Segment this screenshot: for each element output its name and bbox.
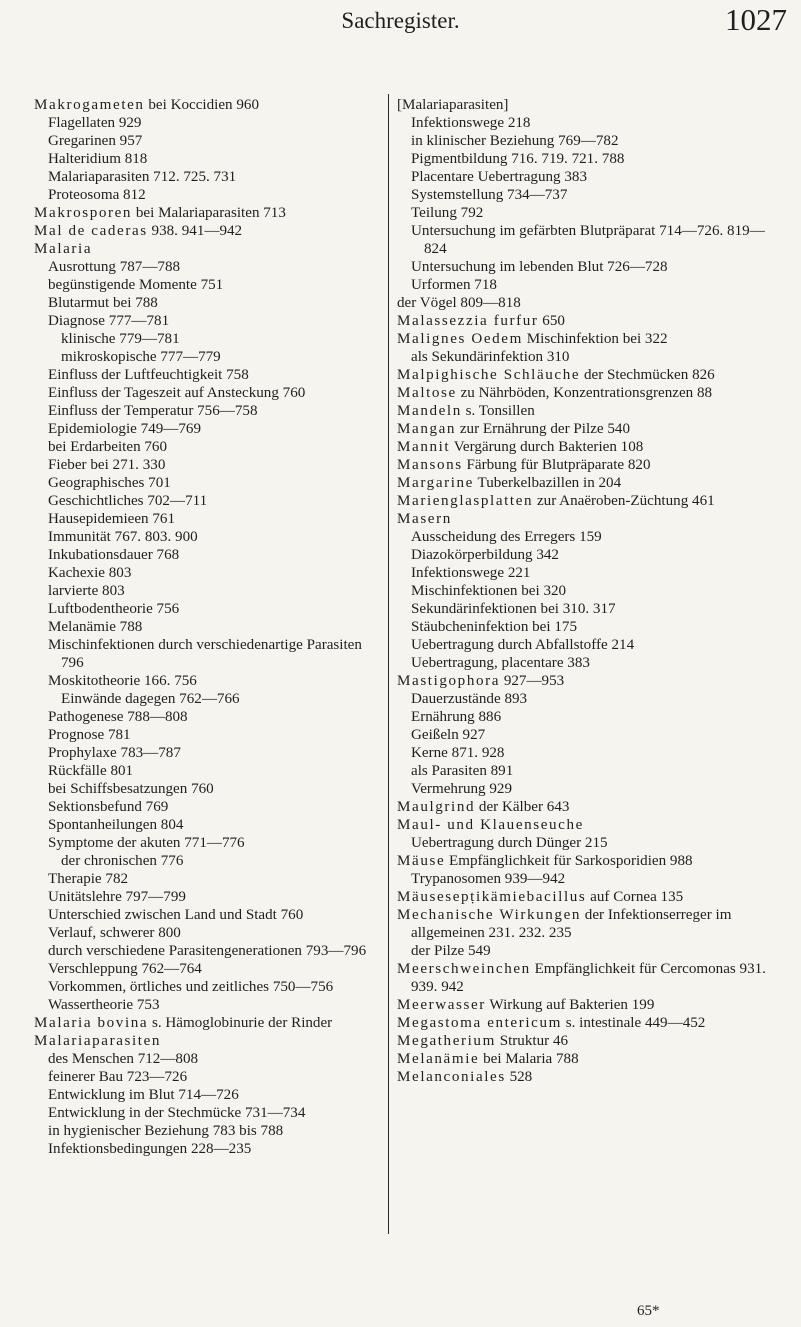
index-subentry: [34, 528, 382, 546]
entry-text: Kerne 871. 928: [411, 745, 505, 761]
entry-headword: Maul- und Klauenseuche: [397, 817, 584, 833]
index-entry: [397, 96, 782, 114]
entry-text: Geschichtliches 702—711: [48, 493, 208, 509]
index-entry: [397, 1068, 782, 1086]
entry-text: Pathogenese 788—808: [48, 709, 188, 725]
index-entry: [34, 1032, 382, 1050]
entry-text: des Menschen 712—808: [48, 1051, 199, 1067]
index-subentry: [34, 402, 382, 420]
entry-text: Wassertheorie 753: [48, 997, 160, 1013]
index-subentry: [34, 1068, 382, 1086]
column-divider: [388, 94, 389, 1234]
entry-headword: Mangan: [397, 421, 457, 437]
index-subentry: [34, 564, 382, 582]
index-subentry: [397, 582, 782, 600]
entry-text: der Stechmücken 826: [580, 367, 715, 383]
entry-text: Halteridium 818: [48, 151, 148, 167]
entry-text: bei Malariaparasiten 713: [132, 205, 286, 221]
index-entry: [34, 240, 382, 258]
entry-text: klinische 779—781: [61, 331, 180, 347]
entry-text: Malariaparasiten 712. 725. 731: [48, 169, 237, 185]
entry-headword: Mal de caderas: [34, 223, 148, 239]
entry-text: Uebertragung durch Abfallstoffe 214: [411, 637, 635, 653]
entry-headword: Mannit: [397, 439, 451, 455]
entry-text: Pigmentbildung 716. 719. 721. 788: [411, 151, 625, 167]
entry-text: Untersuchung im gefärbten Blutpräparat 714—726. 819—824: [411, 223, 765, 257]
entry-headword: Mandeln: [397, 403, 462, 419]
entry-text: Diagnose 777—781: [48, 313, 170, 329]
entry-text: Hausepidemieen 761: [48, 511, 175, 527]
index-subentry: [34, 294, 382, 312]
entry-text: der Vögel 809—818: [397, 295, 521, 311]
entry-text: Sekundärinfektionen bei 310. 317: [411, 601, 616, 617]
index-entry: [397, 294, 782, 312]
index-subentry: [34, 906, 382, 924]
index-subentry: [34, 186, 382, 204]
index-entry: [397, 1032, 782, 1050]
index-entry: [397, 798, 782, 816]
entry-headword: Meerschweinchen: [397, 961, 531, 977]
index-subentry: [34, 438, 382, 456]
index-subentry: [397, 204, 782, 222]
entry-headword: Mäuse: [397, 853, 446, 869]
entry-headword: Melanämie: [397, 1051, 480, 1067]
entry-text: Symptome der akuten 771—776: [48, 835, 245, 851]
entry-text: in hygienischer Beziehung 783 bis 788: [48, 1123, 284, 1139]
entry-text: Therapie 782: [48, 871, 129, 887]
entry-text: larvierte 803: [48, 583, 125, 599]
index-subentry: [34, 600, 382, 618]
entry-text: Placentare Uebertragung 383: [411, 169, 588, 185]
entry-text: Rückfälle 801: [48, 763, 134, 779]
entry-text: Ausscheidung des Erregers 159: [411, 529, 602, 545]
entry-headword: Maltose: [397, 385, 457, 401]
index-subentry: [34, 456, 382, 474]
index-subentry: [34, 636, 382, 672]
entry-headword: Mansons: [397, 457, 463, 473]
entry-text: Unitätslehre 797—799: [48, 889, 186, 905]
index-subentry: [397, 870, 782, 888]
index-subentry: [34, 366, 382, 384]
entry-headword: Malignes Oedem: [397, 331, 523, 347]
index-entry: [397, 492, 782, 510]
entry-text: Teilung 792: [411, 205, 484, 221]
entry-text: s. intestinale 449—452: [561, 1015, 706, 1031]
entry-text: Luftbodentheorie 756: [48, 601, 180, 617]
entry-text: Inkubationsdauer 768: [48, 547, 180, 563]
entry-headword: Malassezzia furfur: [397, 313, 539, 329]
entry-text: bei Malaria 788: [479, 1051, 579, 1067]
index-subentry: [397, 762, 782, 780]
entry-text: Prognose 781: [48, 727, 131, 743]
entry-headword: Mechanische Wirkungen: [397, 907, 582, 923]
index-subentry: [397, 150, 782, 168]
entry-text: Untersuchung im lebenden Blut 726—728: [411, 259, 668, 275]
index-subentry: [397, 744, 782, 762]
entry-text: Mischinfektionen durch verschiedenartige Parasiten 796: [48, 637, 362, 671]
index-entry: [397, 438, 782, 456]
entry-text: Urformen 718: [411, 277, 497, 293]
index-entry: [397, 816, 782, 834]
index-entry: [397, 366, 782, 384]
index-subentry: [397, 258, 782, 276]
entry-text: Vermehrung 929: [411, 781, 513, 797]
entry-text: bei Erdarbeiten 760: [48, 439, 168, 455]
entry-text: s. Tonsillen: [461, 403, 535, 419]
index-entry: [397, 420, 782, 438]
index-subentry: [397, 114, 782, 132]
index-subentry: [34, 762, 382, 780]
entry-text: auf Cornea 135: [586, 889, 684, 905]
entry-text: Blutarmut bei 788: [48, 295, 158, 311]
index-subentry: [34, 510, 382, 528]
index-entry: [397, 906, 782, 942]
index-subentry: [397, 654, 782, 672]
entry-text: [Malariaparasiten]: [397, 97, 509, 113]
index-entry: [397, 672, 782, 690]
entry-text: Vergärung durch Bakterien 108: [450, 439, 644, 455]
entry-headword: Megatherium: [397, 1033, 496, 1049]
index-subentry: [34, 870, 382, 888]
entry-text: Einfluss der Luftfeuchtigkeit 758: [48, 367, 249, 383]
index-subentry: [34, 924, 382, 942]
index-entry: [34, 1014, 382, 1032]
index-subentry: [34, 798, 382, 816]
index-entry: [397, 330, 782, 348]
index-subentry: [34, 420, 382, 438]
index-subentry: [397, 222, 782, 258]
entry-text: Einfluss der Temperatur 756—758: [48, 403, 258, 419]
index-subentry: [34, 942, 382, 960]
index-entry: [397, 510, 782, 528]
index-subentry: [34, 132, 382, 150]
entry-text: Entwicklung in der Stechmücke 731—734: [48, 1105, 306, 1121]
entry-text: als Parasiten 891: [411, 763, 514, 779]
entry-headword: Malariaparasiten: [34, 1033, 162, 1049]
entry-text: Prophylaxe 783—787: [48, 745, 181, 761]
index-entry: [397, 852, 782, 870]
index-subentry: [34, 1086, 382, 1104]
index-subentry: [397, 690, 782, 708]
entry-text: Ausrottung 787—788: [48, 259, 181, 275]
index-subentry: [397, 600, 782, 618]
index-subentry: [397, 348, 782, 366]
entry-text: Sektionsbefund 769: [48, 799, 169, 815]
index-subentry: [397, 132, 782, 150]
entry-text: Melanämie 788: [48, 619, 143, 635]
entry-text: Verlauf, schwerer 800: [48, 925, 181, 941]
entry-headword: Meerwasser: [397, 997, 486, 1013]
entry-text: Infektionsbedingungen 228—235: [48, 1141, 252, 1157]
index-subentry: [34, 1122, 382, 1140]
entry-headword: Makrosporen: [34, 205, 133, 221]
entry-headword: Marienglasplatten: [397, 493, 534, 509]
entry-text: Dauerzustände 893: [411, 691, 528, 707]
entry-text: Fieber bei 271. 330: [48, 457, 166, 473]
index-subentry: [34, 672, 382, 690]
index-subentry: [34, 978, 382, 996]
index-subentry: [34, 726, 382, 744]
index-column-left: [34, 96, 382, 1158]
entry-text: Verschleppung 762—764: [48, 961, 202, 977]
index-entry: [397, 888, 782, 906]
index-subentry: [34, 888, 382, 906]
index-subentry: [34, 996, 382, 1014]
entry-text: Spontanheilungen 804: [48, 817, 184, 833]
entry-text: Trypanosomen 939—942: [411, 871, 566, 887]
entry-text: Tuberkelbazillen in 204: [474, 475, 622, 491]
index-subentry: [397, 546, 782, 564]
entry-headword: Malaria: [34, 241, 93, 257]
index-subentry: [397, 942, 782, 960]
entry-text: Entwicklung im Blut 714—726: [48, 1087, 239, 1103]
entry-text: Wirkung auf Bakterien 199: [485, 997, 655, 1013]
entry-headword: Malpighische Schläuche: [397, 367, 581, 383]
entry-text: Stäubcheninfektion bei 175: [411, 619, 577, 635]
index-subentry: [34, 258, 382, 276]
entry-text: Proteosoma 812: [48, 187, 146, 203]
entry-text: begünstigende Momente 751: [48, 277, 224, 293]
index-subentry: [34, 114, 382, 132]
index-subentry: [34, 834, 382, 852]
entry-headword: Mäusesepṭikämiebacillus: [397, 889, 587, 905]
index-subentry: [397, 276, 782, 294]
entry-text: zur Ernährung der Pilze 540: [456, 421, 631, 437]
index-subentry: [34, 708, 382, 726]
entry-headword: Megastoma entericum: [397, 1015, 562, 1031]
entry-text: 927—953: [500, 673, 565, 689]
entry-text: Systemstellung 734—737: [411, 187, 568, 203]
index-subentry: [34, 330, 382, 348]
index-entry: [397, 312, 782, 330]
entry-text: Diazokörperbildung 342: [411, 547, 559, 563]
entry-text: Einwände dagegen 762—766: [61, 691, 240, 707]
index-subentry: [34, 384, 382, 402]
entry-text: s. Hämoglobinurie der Rinder: [148, 1015, 333, 1031]
entry-text: Moskitotheorie 166. 756: [48, 673, 197, 689]
entry-text: als Sekundärinfektion 310: [411, 349, 570, 365]
entry-text: mikroskopische 777—779: [61, 349, 221, 365]
entry-text: Immunität 767. 803. 900: [48, 529, 198, 545]
entry-headword: Margarine: [397, 475, 474, 491]
entry-headword: Maulgrind: [397, 799, 476, 815]
index-subentry: [34, 546, 382, 564]
entry-text: Mischinfektion bei 322: [522, 331, 668, 347]
index-entry: [397, 402, 782, 420]
entry-text: zur Anaëroben-Züchtung 461: [533, 493, 715, 509]
index-entry: [34, 222, 382, 240]
entry-text: Geißeln 927: [411, 727, 486, 743]
entry-headword: Masern: [397, 511, 452, 527]
index-subentry: [397, 780, 782, 798]
index-subentry: [34, 780, 382, 798]
entry-headword: Melanconiales: [397, 1069, 506, 1085]
index-entry: [397, 474, 782, 492]
entry-headword: Malaria bovina: [34, 1015, 149, 1031]
index-subentry: [34, 1050, 382, 1068]
index-subentry: [34, 492, 382, 510]
page-title: Sachregister.: [341, 8, 460, 33]
index-subentry: [397, 708, 782, 726]
index-subentry: [34, 690, 382, 708]
index-entry: [397, 456, 782, 474]
entry-text: 650: [538, 313, 565, 329]
index-subentry: [34, 618, 382, 636]
index-subentry: [34, 1104, 382, 1122]
entry-text: bei Koccidien 960: [144, 97, 260, 113]
entry-text: Epidemiologie 749—769: [48, 421, 202, 437]
entry-text: zu Nährböden, Konzentrationsgrenzen 88: [456, 385, 713, 401]
entry-text: 938. 941—942: [147, 223, 243, 239]
entry-text: Unterschied zwischen Land und Stadt 760: [48, 907, 304, 923]
entry-text: Flagellaten 929: [48, 115, 142, 131]
entry-text: in klinischer Beziehung 769—782: [411, 133, 619, 149]
entry-text: Empfänglichkeit für Sarkosporidien 988: [445, 853, 693, 869]
entry-text: Färbung für Blutpräparate 820: [462, 457, 651, 473]
entry-text: bei Schiffsbesatzungen 760: [48, 781, 214, 797]
index-subentry: [34, 852, 382, 870]
entry-text: der Kälber 643: [475, 799, 570, 815]
page-number: 1027: [725, 2, 787, 37]
entry-text: der Pilze 549: [411, 943, 491, 959]
index-subentry: [34, 276, 382, 294]
entry-text: Infektionswege 218: [411, 115, 531, 131]
entry-text: Kachexie 803: [48, 565, 132, 581]
index-subentry: [397, 834, 782, 852]
index-subentry: [34, 168, 382, 186]
entry-text: der chronischen 776: [61, 853, 184, 869]
index-entry: [397, 960, 782, 996]
index-subentry: [34, 474, 382, 492]
index-subentry: [34, 816, 382, 834]
index-subentry: [34, 1140, 382, 1158]
entry-text: Ernährung 886: [411, 709, 502, 725]
sheet-signature: 65*: [637, 1303, 660, 1319]
entry-text: Gregarinen 957: [48, 133, 143, 149]
entry-headword: Mastigophora: [397, 673, 501, 689]
index-subentry: [34, 348, 382, 366]
index-subentry: [397, 726, 782, 744]
index-entry: [397, 1014, 782, 1032]
index-entry: [397, 996, 782, 1014]
index-subentry: [397, 564, 782, 582]
index-entry: [397, 384, 782, 402]
entry-text: Einfluss der Tageszeit auf Ansteckung 760: [48, 385, 306, 401]
index-entry: [34, 96, 382, 114]
entry-text: durch verschiedene Parasitengenerationen 793—796: [48, 943, 367, 959]
index-entry: [34, 204, 382, 222]
entry-text: Uebertragung durch Dünger 215: [411, 835, 608, 851]
entry-headword: Makrogameten: [34, 97, 145, 113]
entry-text: Mischinfektionen bei 320: [411, 583, 567, 599]
index-column-right: [397, 96, 782, 1086]
entry-text: Infektionswege 221: [411, 565, 531, 581]
index-entry: [397, 1050, 782, 1068]
index-subentry: [34, 582, 382, 600]
entry-text: Empfänglichkeit für Cercomonas 931. 939. 942: [411, 961, 766, 995]
index-subentry: [34, 960, 382, 978]
index-subentry: [397, 168, 782, 186]
entry-text: der Infektionserreger im allgemeinen 231. 232. 235: [411, 907, 732, 941]
entry-text: Uebertragung, placentare 383: [411, 655, 590, 671]
index-subentry: [34, 312, 382, 330]
index-subentry: [397, 528, 782, 546]
index-subentry: [397, 618, 782, 636]
index-subentry: [397, 636, 782, 654]
entry-text: 528: [505, 1069, 533, 1085]
index-subentry: [397, 186, 782, 204]
index-subentry: [34, 150, 382, 168]
entry-text: feinerer Bau 723—726: [48, 1069, 188, 1085]
entry-text: Geographisches 701: [48, 475, 171, 491]
index-subentry: [34, 744, 382, 762]
entry-text: Struktur 46: [495, 1033, 569, 1049]
entry-text: Vorkommen, örtliches und zeitliches 750—756: [48, 979, 334, 995]
